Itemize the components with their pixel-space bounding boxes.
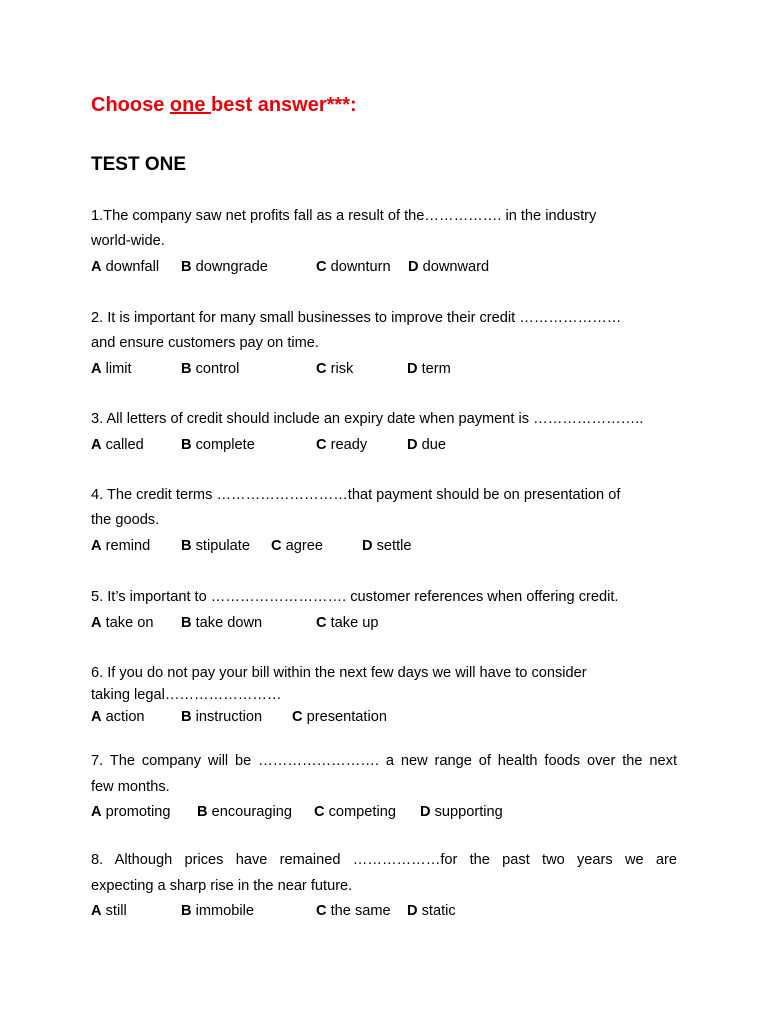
option-b[interactable]: B instruction <box>181 709 263 725</box>
option-c[interactable]: C the same <box>316 903 391 919</box>
question-2-line-1: 2. It is important for many small businesses to improve their credit ………………… <box>91 310 622 326</box>
question-4-line-2: the goods. <box>91 512 160 528</box>
question-1-line-1: 1.The company saw net profits fall as a result of the……………. in the industry <box>91 208 597 224</box>
option-d[interactable]: D static <box>407 903 456 919</box>
option-d[interactable]: D term <box>407 361 451 377</box>
question-3-line-1: 3. All letters of credit should include an expiry date when payment is ………………….. <box>91 411 644 427</box>
question-5-line-1: 5. It’s important to ………………………. customer references when offering credit. <box>91 589 619 605</box>
option-a[interactable]: A take on <box>91 615 154 631</box>
option-b[interactable]: B downgrade <box>181 259 268 275</box>
question-8-line-2: expecting a sharp rise in the near future. <box>91 878 353 894</box>
test-title: TEST ONE <box>91 154 187 175</box>
instruction-after: best answer***: <box>211 94 357 116</box>
question-6-line-2: taking legal…………………… <box>91 687 282 703</box>
question-7-line-1: 7. The company will be ……………………. a new range of health foods over the next <box>91 753 677 769</box>
option-c[interactable]: C downturn <box>316 259 391 275</box>
option-b[interactable]: B control <box>181 361 240 377</box>
option-b[interactable]: B immobile <box>181 903 254 919</box>
option-a[interactable]: A downfall <box>91 259 160 275</box>
question-4-line-1: 4. The credit terms ………………………that payment should be on presentation of <box>91 487 621 503</box>
option-b[interactable]: B complete <box>181 437 255 453</box>
question-6-line-1: 6. If you do not pay your bill within the next few days we will have to consider <box>91 665 587 681</box>
instruction-before: Choose <box>91 94 170 116</box>
option-d[interactable]: D settle <box>362 538 412 554</box>
option-c[interactable]: C take up <box>316 615 379 631</box>
option-c[interactable]: C risk <box>316 361 354 377</box>
option-c[interactable]: C ready <box>316 437 368 453</box>
instruction-heading <box>91 94 357 117</box>
option-d[interactable]: D due <box>407 437 446 453</box>
option-b[interactable]: B encouraging <box>197 804 292 820</box>
option-d[interactable]: D supporting <box>420 804 503 820</box>
option-a[interactable]: A action <box>91 709 145 725</box>
option-b[interactable]: B stipulate <box>181 538 250 554</box>
option-a[interactable]: A limit <box>91 361 132 377</box>
option-c[interactable]: C presentation <box>292 709 387 725</box>
instruction-underlined: one <box>169 94 212 116</box>
option-c[interactable]: C competing <box>314 804 396 820</box>
option-c[interactable]: C agree <box>271 538 323 554</box>
question-2-line-2: and ensure customers pay on time. <box>91 335 319 351</box>
option-a[interactable]: A remind <box>91 538 151 554</box>
question-8-line-1: 8. Although prices have remained ………………for the past two years we are <box>91 852 677 868</box>
question-1-line-2: world-wide. <box>91 233 165 249</box>
option-a[interactable]: A promoting <box>91 804 171 820</box>
option-a[interactable]: A called <box>91 437 144 453</box>
option-b[interactable]: B take down <box>181 615 263 631</box>
option-a[interactable]: A still <box>91 903 127 919</box>
question-7-line-2: few months. <box>91 779 170 795</box>
option-d[interactable]: D downward <box>408 259 490 275</box>
